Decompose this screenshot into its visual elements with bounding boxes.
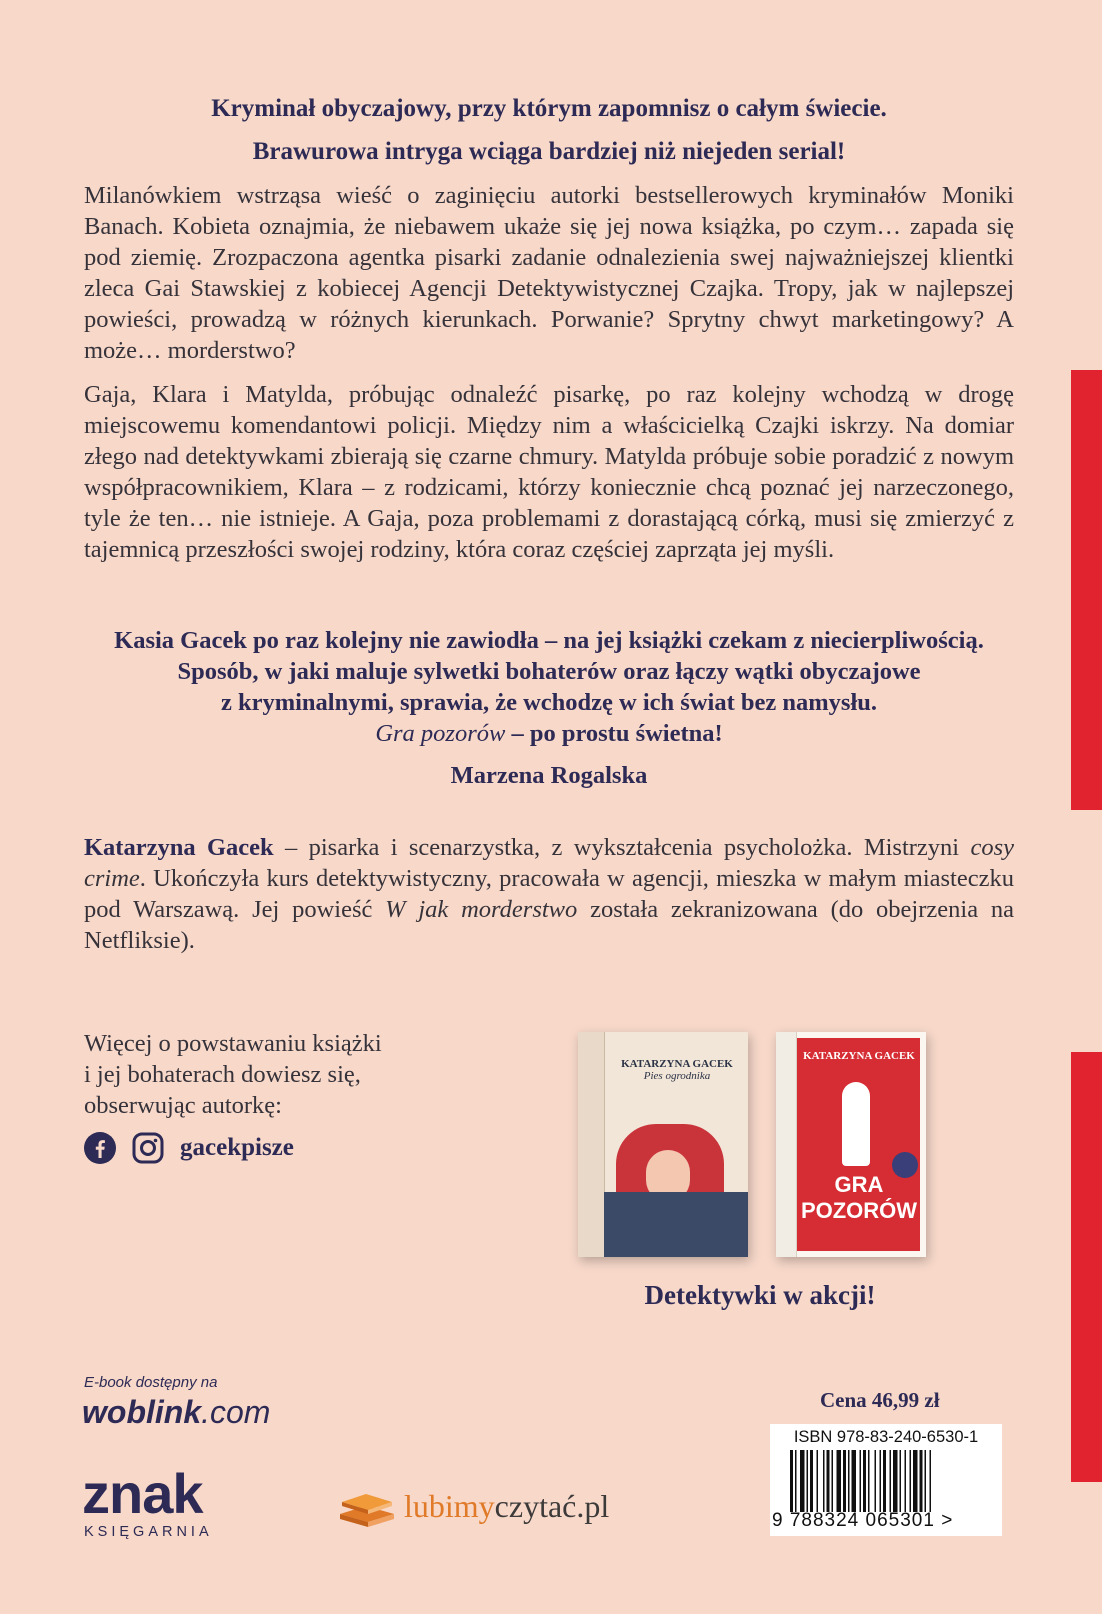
woblink-tld: .com: [201, 1394, 271, 1430]
barcode-bar: [823, 1450, 825, 1512]
synopsis: [84, 180, 1014, 565]
barcode-bar: [863, 1450, 866, 1512]
bio-italic-2: W jak morderstwo: [385, 896, 578, 923]
isbn-text: ISBN 978-83-240-6530-1: [793, 1428, 979, 1446]
author-name: Katarzyna Gacek: [84, 834, 274, 861]
barcode-bar: [852, 1450, 857, 1512]
headline: [84, 94, 1014, 167]
follow-line-2: i jej bohaterach dowiesz się,: [84, 1061, 361, 1088]
barcode-bar: [930, 1450, 932, 1512]
isbn-barcode-box: [770, 1424, 1002, 1536]
book2-author: KATARZYNA GACEK: [803, 1050, 915, 1062]
barcode-bar: [827, 1450, 830, 1512]
right-red-bar-bottom: [1071, 1052, 1102, 1482]
instagram-icon[interactable]: [132, 1132, 164, 1164]
book1-title-block: [610, 1058, 744, 1082]
social-links: [84, 1132, 294, 1164]
synopsis-paragraph-1: Milanówkiem wstrząsa wieść o zaginięciu autorki bestsellerowych kryminałów Moniki Banach. Kobieta oznajmia, że niebawem ukaże się jej nowa książka, po czym… zapada się pod ziemię. Zrozpaczona agentka pisarki zadanie odnalezienia swej najważniejszej klientki zleca Gai Stawskiej z kobiecej Agencji Detektywistycznej Czajka. Tropy, jak w najlepszej powieści, prowadzą w różnych kierunkach. Porwanie? Sprytny chwyt marketingowy? A może… morderstwo?: [84, 182, 1014, 364]
book1-spine: [578, 1032, 605, 1257]
barcode-bar: [910, 1450, 912, 1512]
woblink-logo[interactable]: [82, 1394, 270, 1431]
book-cover-pies-ogrodnika: [578, 1032, 748, 1257]
price-label: Cena 46,99 zł: [820, 1388, 940, 1412]
books-caption: Detektywki w akcji!: [644, 1280, 876, 1310]
barcode-bar: [913, 1450, 918, 1512]
blurb-line-3: z kryminalnymi, sprawia, że wchodzę w ich świat bez namysłu.: [220, 689, 878, 716]
blurb-line-2: Sposób, w jaki maluje sylwetki bohaterów oraz łączy wątki obyczajowe: [177, 658, 921, 685]
lubimyczytac-logo[interactable]: [336, 1484, 609, 1528]
barcode-bar: [795, 1450, 797, 1512]
author-bio: [84, 832, 1014, 956]
blurb-line-4: [84, 718, 1014, 749]
barcode-bar: [880, 1450, 882, 1512]
bio-text-1: – pisarka i scenarzystka, z wykształcenia psycholożka. Mistrzyni: [273, 834, 971, 861]
blurb-author: Marzena Rogalska: [450, 762, 648, 789]
book1-title: Pies ogrodnika: [643, 1070, 711, 1082]
ebook-label: E-book dostępny na: [84, 1374, 218, 1391]
barcode-bar: [920, 1450, 923, 1512]
barcode-bar: [843, 1450, 846, 1512]
barcode-bar: [860, 1450, 862, 1512]
barcode-bar: [875, 1450, 877, 1512]
lubimy-part-2: czytać.pl: [494, 1487, 610, 1524]
blurb: [84, 625, 1014, 790]
book2-title-1: GRA: [834, 1172, 884, 1197]
barcode-bar: [905, 1450, 907, 1512]
barcode-bar: [848, 1450, 850, 1512]
barcode-bar: [810, 1450, 813, 1512]
barcode-bar: [893, 1450, 898, 1512]
bio-italic-1: cosy crime: [84, 834, 1014, 892]
barcode-bar: [837, 1450, 842, 1512]
ksiegarnia-label: KSIĘGARNIA: [84, 1524, 213, 1540]
follow-text: [84, 1028, 444, 1121]
book2-figure-art: [842, 1082, 870, 1166]
woblink-main: woblink: [82, 1394, 202, 1430]
synopsis-paragraph-2: Gaja, Klara i Matylda, próbując odnaleźć pisarkę, po raz kolejny wchodzą w drogę miejscowemu komendantowi policji. Między nim a właścicielką Czajki iskrzy. Na domiar złego nad detektywkami zbierają się czarne chmury. Matylda próbuje sobie poradzić z nowym współpracownikiem, Klara – z rodzicami, którzy koniecznie chcą poznać jej narzeczonego, tyle że ten… nie istnieje. A Gaja, poza problemami z dorastającą córką, musi się zmierzyć z tajemnicą przeszłości swojej rodziny, która coraz częściej zaprząta jej myśli.: [84, 381, 1014, 563]
barcode-bar: [832, 1450, 834, 1512]
book-cover-gra-pozorow: [776, 1032, 926, 1257]
barcode-bar: [868, 1450, 870, 1512]
bio-text-2: . Ukończyła kurs detektywistyczny, pracowała w agencji, mieszka w małym miasteczku pod Warszawą. Jej powieść: [84, 865, 1014, 923]
headline-line-1: Kryminał obyczajowy, przy którym zapomnisz o całym świecie.: [211, 95, 887, 122]
book2-title-2: POZORÓW: [800, 1198, 918, 1223]
barcode-bar: [883, 1450, 886, 1512]
barcode-bar: [790, 1450, 793, 1512]
blurb-line-4-rest: – po prostu świetna!: [505, 720, 723, 747]
barcode-bar: [890, 1450, 892, 1512]
znak-logo: znak: [82, 1462, 203, 1525]
barcode-bar: [925, 1450, 927, 1512]
barcode-bar: [900, 1450, 902, 1512]
right-red-bar-top: [1071, 370, 1102, 810]
bio-text-3: została zekranizowana (do obejrzenia na Netfliksie).: [84, 896, 1015, 954]
author-bio-text: [84, 832, 1014, 956]
blurb-line-1: Kasia Gacek po raz kolejny nie zawiodła – na jej książki czekam z niecierpliwością.: [114, 627, 984, 654]
lubimy-part-1: lubimy: [404, 1487, 495, 1524]
barcode-bar: [817, 1450, 819, 1512]
social-handle[interactable]: gacekpisze: [180, 1134, 294, 1161]
facebook-icon[interactable]: [84, 1132, 116, 1164]
barcode-bar: [807, 1450, 809, 1512]
book2-spine: [776, 1032, 797, 1257]
barcode-digits: 9 788324 065301 >: [772, 1510, 954, 1531]
headline-line-2: Brawurowa intryga wciąga bardziej niż niejeden serial!: [252, 138, 846, 165]
blurb-book-title: Gra pozorów: [375, 720, 506, 747]
follow-line-1: Więcej o powstawaniu książki: [84, 1030, 382, 1057]
books-stack-icon: [336, 1484, 398, 1528]
follow-line-3: obserwując autorkę:: [84, 1092, 282, 1119]
barcode-bar: [800, 1450, 805, 1512]
book1-base-art: [604, 1192, 748, 1257]
barcode: [790, 1450, 982, 1512]
book1-author: KATARZYNA GACEK: [621, 1058, 733, 1070]
